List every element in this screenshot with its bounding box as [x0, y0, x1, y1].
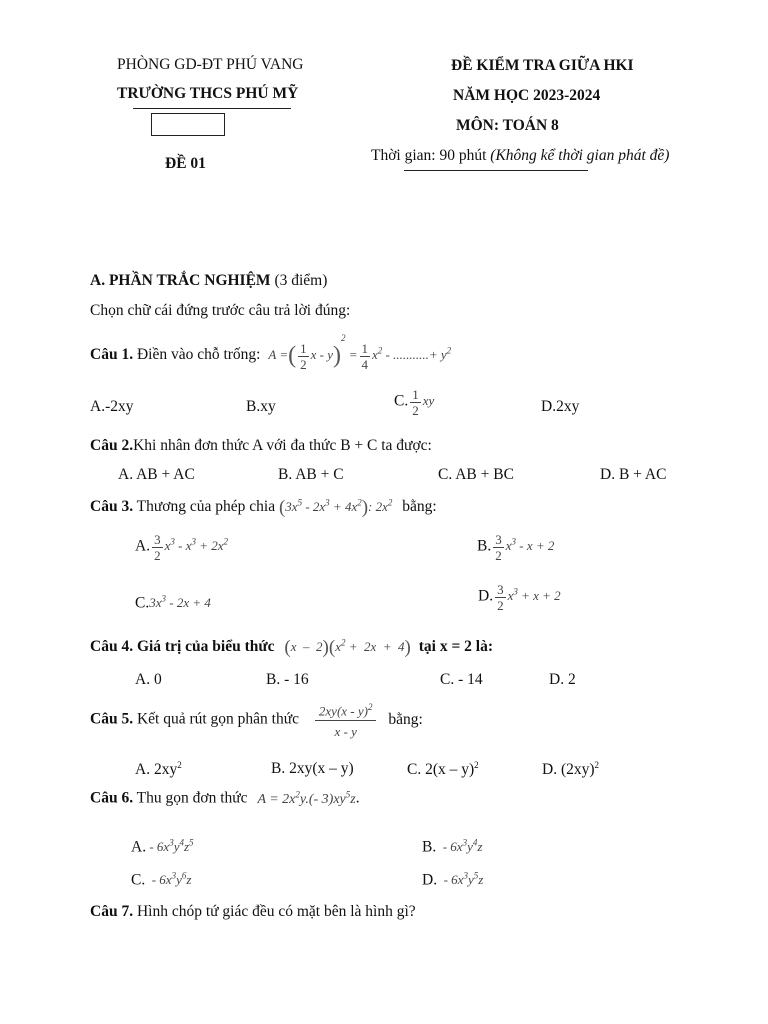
q3-text: Thương của phép chia	[133, 497, 276, 515]
q3-option-a[interactable]	[135, 533, 228, 562]
q3-option-c-label: C.	[135, 594, 150, 612]
q4-formula: $(x - 2)(x^2 + 2x + 4)$	[284, 637, 411, 658]
q5-suffix: bằng:	[388, 710, 423, 728]
q2-option-a[interactable]: A. AB + AC	[118, 466, 195, 483]
question-6	[90, 789, 360, 808]
q1-option-b[interactable]: B.xy	[246, 398, 276, 415]
school-year: NĂM HỌC 2023-2024	[453, 87, 601, 104]
q5-option-b[interactable]: B. 2xy(x – y)	[271, 760, 354, 777]
time-prefix: Thời gian: 90 phút	[371, 147, 491, 164]
section-heading	[90, 272, 327, 290]
question-1	[90, 333, 451, 371]
question-3	[90, 497, 437, 519]
q2-option-b[interactable]: B. AB + C	[278, 466, 344, 483]
section-instruction: Chọn chữ cái đứng trước câu trả lời đúng:	[90, 302, 351, 319]
q5-option-c-label: C. 2(x – y)	[407, 761, 475, 779]
q4-label: Câu 4. Giá trị của biểu thức	[90, 637, 275, 655]
q4-option-b[interactable]: B. - 16	[266, 671, 309, 688]
q3-option-d[interactable]	[478, 583, 561, 612]
q1-option-c[interactable]	[394, 388, 434, 417]
q6-label: Câu 6.	[90, 789, 134, 807]
q3-suffix: bằng:	[402, 497, 437, 515]
q1-label: Câu 1.	[90, 346, 134, 363]
q1-option-d[interactable]: D.2xy	[541, 398, 580, 415]
q5-option-d-label: D. (2xy)	[542, 761, 595, 779]
q5-text: Kết quả rút gọn phân thức	[133, 710, 300, 728]
q5-formula: $\frac{2xy(x - y)^2}{x - y}$	[313, 712, 379, 727]
q3-option-b[interactable]	[477, 533, 554, 562]
q3-option-b-formula: $\frac{3}{2}$ $x^3 - x + 2$	[495, 532, 555, 563]
q2-option-c[interactable]: C. AB + BC	[438, 466, 514, 483]
q1-formula: A =( $\frac{1}{2}$ x - y)$^2$ = $\frac{1}{4}$ $x^2$ - ...........+ $y^2$	[268, 333, 452, 372]
q6-period: .	[355, 789, 360, 807]
q4-option-c[interactable]: C. - 14	[440, 671, 483, 688]
subject: MÔN: TOÁN 8	[456, 117, 559, 134]
exam-title: ĐỀ KIỂM TRA GIỮA HKI	[451, 57, 634, 74]
section-title: A. PHẦN TRẮC NGHIỆM	[90, 272, 271, 289]
q3-option-b-label: B.	[477, 537, 492, 555]
q5-option-a-label: A. 2xy	[135, 761, 178, 779]
exam-duration	[371, 147, 669, 165]
q3-formula: $(3x^5 - 2x^3 + 4x^2)$: $2x^2$	[278, 497, 393, 518]
question-4	[90, 637, 493, 659]
q1-text: Điền vào chỗ trống:	[133, 346, 261, 363]
department-name: PHÒNG GD-ĐT PHÚ VANG	[117, 56, 304, 73]
q3-option-d-formula: $\frac{3}{2}$ $x^3 + x + 2$	[497, 582, 561, 613]
q6-option-d-label: D.	[422, 871, 438, 889]
school-underline	[133, 108, 291, 109]
time-note: (Không kể thời gian phát đề)	[490, 147, 670, 164]
q6-option-c[interactable]	[131, 871, 191, 889]
q6-option-c-formula: - $6x^3y^6z$	[145, 871, 192, 888]
q7-label: Câu 7.	[90, 903, 134, 920]
q6-option-b[interactable]	[422, 838, 482, 856]
question-7	[90, 903, 416, 921]
q6-option-d-formula: - $6x^3y^5z$	[437, 871, 484, 888]
q5-option-d[interactable]: D. $(2xy)^2$	[542, 760, 600, 779]
q2-option-d[interactable]: D. B + AC	[600, 466, 667, 483]
q1-option-c-label: C.	[394, 392, 409, 410]
code-box	[151, 113, 225, 136]
q2-text: Khi nhân đơn thức A với đa thức B + C ta được:	[133, 437, 432, 454]
q4-option-a[interactable]: A. 0	[135, 671, 162, 688]
q3-option-a-label: A.	[135, 537, 151, 555]
q6-formula: $A = 2x^2y.(-$ $3)xy^5z$	[257, 789, 356, 807]
q3-option-a-formula: $\frac{3}{2}$ $x^3 - x^3 + 2x^2$	[154, 532, 229, 563]
q4-suffix: tại x = 2 là:	[418, 637, 494, 655]
q1-option-c-formula: $\frac{1}{2}$ xy	[412, 387, 435, 418]
q7-text: Hình chóp tứ giác đều có mặt bên là hình gì?	[133, 903, 416, 920]
q6-option-b-label: B.	[422, 838, 437, 856]
q6-option-a-formula: - $6x^3y^4z^5$	[146, 838, 194, 855]
q5-option-a[interactable]: A. $2xy^2$	[135, 760, 182, 779]
section-points: (3 điểm)	[270, 272, 328, 289]
q3-option-c-formula: $3x^3 - 2x + 4$	[149, 594, 211, 611]
exam-code: ĐỀ 01	[165, 155, 206, 172]
q3-option-c[interactable]	[135, 594, 211, 612]
q5-label: Câu 5.	[90, 710, 134, 728]
q3-option-d-label: D.	[478, 587, 494, 605]
q2-label: Câu 2.	[90, 437, 134, 454]
q6-option-c-label: C.	[131, 871, 146, 889]
q6-option-b-formula: - $6x^3y^4z$	[436, 838, 483, 855]
q4-option-d[interactable]: D. 2	[549, 671, 576, 688]
duration-underline	[404, 170, 588, 171]
school-name: TRƯỜNG THCS PHÚ MỸ	[117, 85, 299, 102]
question-5	[90, 703, 423, 738]
q1-option-a[interactable]: A.-2xy	[90, 398, 134, 415]
q6-option-a-label: A.	[131, 838, 147, 856]
q5-option-c[interactable]: C. 2(x – y)$^2$	[407, 760, 479, 779]
q6-text: Thu gọn đơn thức	[133, 789, 248, 807]
question-2	[90, 437, 432, 455]
q6-option-a[interactable]	[131, 838, 194, 856]
q6-option-d[interactable]	[422, 871, 483, 889]
q3-label: Câu 3.	[90, 497, 134, 515]
